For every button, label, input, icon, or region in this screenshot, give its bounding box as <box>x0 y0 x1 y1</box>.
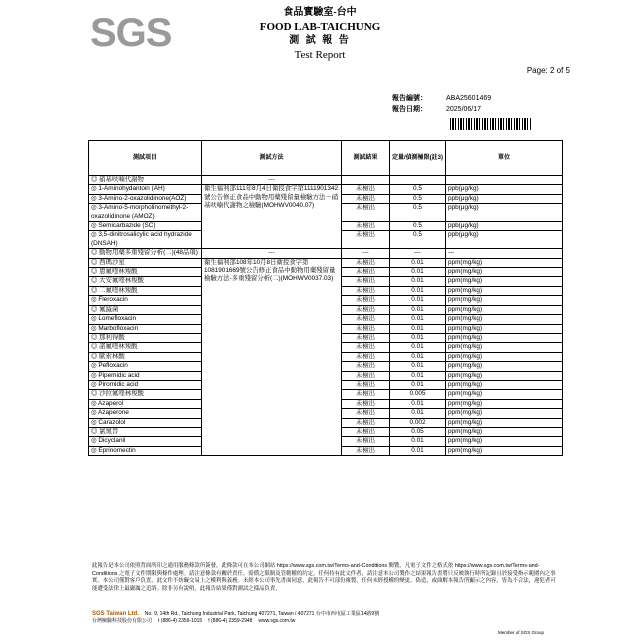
cell-limit: 0.01 <box>390 380 446 389</box>
cell-item: ◎ 氟滅菌 <box>89 305 202 314</box>
cell-item: ◎ 歐索林酸 <box>89 352 202 361</box>
cell-result: 未檢出 <box>342 399 390 408</box>
cell-limit: 0.5 <box>390 185 446 194</box>
cell-limit: 0.01 <box>390 315 446 324</box>
table-row <box>89 176 563 185</box>
company-fax: f (886-4) 2359-2948 <box>208 618 253 624</box>
cell-result: 未檢出 <box>342 427 390 436</box>
cell-result: 未檢出 <box>342 185 390 194</box>
cell-result <box>342 176 390 185</box>
cell-result: 未檢出 <box>342 305 390 314</box>
col-header-unit: 單位 <box>446 141 563 176</box>
cell-item: ◎ Carazolol <box>89 418 202 427</box>
cell-limit: 0.01 <box>390 324 446 333</box>
cell-result: 未檢出 <box>342 296 390 305</box>
cell-method: 衛生福利部111年8月4日衛授食字第1111901342號公告修正食品中動物用藥殘留量檢驗方法－硝基呋喃代謝物之檢驗(MOHWV0040.07) <box>202 185 342 249</box>
company-address: No. 9, 14th Rd., Taichung Industrial Park, Taichung 407271, Taiwan / 407271 台中市西屯區工業區14路9號 <box>144 611 380 617</box>
cell-limit: 0.01 <box>390 286 446 295</box>
cell-result: 未檢出 <box>342 352 390 361</box>
results-table <box>88 140 563 456</box>
col-header-limit: 定量/偵測極限(註3) <box>390 141 446 176</box>
cell-limit: 0.01 <box>390 305 446 314</box>
cell-item: ◎ 大安氟喹林羧酸 <box>89 277 202 286</box>
cell-limit: 0.01 <box>390 446 446 455</box>
cell-unit: ppb(μg/kg) <box>446 194 563 203</box>
cell-result: 未檢出 <box>342 380 390 389</box>
cell-result: --- <box>342 249 390 258</box>
cell-unit: ppm(mg/kg) <box>446 399 563 408</box>
cell-result: 未檢出 <box>342 258 390 267</box>
cell-result: 未檢出 <box>342 390 390 399</box>
cell-unit: ppm(mg/kg) <box>446 437 563 446</box>
cell-unit: ppm(mg/kg) <box>446 296 563 305</box>
cell-unit <box>446 176 563 185</box>
cell-item: ◎ Piromidic acid <box>89 380 202 389</box>
cell-limit: 0.01 <box>390 268 446 277</box>
cell-item: ◎ 硝基呋喃代謝物 <box>89 176 202 185</box>
cell-item: ◎ 諾氟喹林羧酸 <box>89 343 202 352</box>
cell-result: 未檢出 <box>342 286 390 295</box>
cell-method: --- <box>202 176 342 185</box>
cell-item: ◎ 1-Aminohydantoin (AH) <box>89 185 202 194</box>
cell-result: 未檢出 <box>342 204 390 222</box>
cell-limit: 0.5 <box>390 204 446 222</box>
cell-result: 未檢出 <box>342 371 390 380</box>
cell-item: ◎ 氯氮晉 <box>89 427 202 436</box>
cell-unit: ppb(μg/kg) <box>446 185 563 194</box>
cell-unit: ppm(mg/kg) <box>446 418 563 427</box>
cell-result: 未檢出 <box>342 362 390 371</box>
cell-unit: ppm(mg/kg) <box>446 390 563 399</box>
cell-item: ◎ 那利得酸 <box>89 333 202 342</box>
cell-unit: ppm(mg/kg) <box>446 324 563 333</box>
cell-unit: --- <box>446 249 563 258</box>
disclaimer: 此報告是本公司依照背面所印之通用服務條款所簽發，此條款可在本公司網站 https://www.sgs.com.tw/Terms-and-Conditions 閱覽，凡電子文件之格式依 https://www.sgs.com.tw/Terms-and-Conditions 之電子文件期限與條件處理。請注意條款有關於責任、賠償之限制及管轄權的約定。任何持有此文件者，請注意本公司製作之結果報告書將只反映執行時所記錄且於接受指示範圍內之事實。本公司僅對客戶負責，此文件不妨礙交易上之權利與義務。未經本公司事先書面同意，此報告不可部份複製。任何未經授權的變更、偽造、或曲解本報告所顯示之內容，皆為不合法，違犯者可能遭受法律上最嚴厲之追訴。除非另有說明，此報告結果僅對測試之樣品負責。 <box>92 563 556 592</box>
report-date: 2025/06/17 <box>446 106 482 113</box>
cell-item: ◎ Pefloxacin <box>89 362 202 371</box>
table-header-row <box>89 141 563 176</box>
company-tel: t (886-4) 2359-1015 <box>158 618 203 624</box>
cell-item: ◎ Azaperol <box>89 399 202 408</box>
cell-result: 未檢出 <box>342 446 390 455</box>
cell-item: ◎ 二氟喹林羧酸 <box>89 286 202 295</box>
company-name-cn: 台灣檢驗科技股份有限公司 <box>92 618 153 624</box>
cell-unit: ppm(mg/kg) <box>446 343 563 352</box>
lab-name-en: FOOD LAB-TAICHUNG <box>259 21 381 33</box>
cell-item: ◎ Lomefloxacin <box>89 315 202 324</box>
cell-item: ◎ 恩氟喹林羧酸 <box>89 268 202 277</box>
cell-limit: 0.5 <box>390 222 446 231</box>
col-header-method: 測試方法 <box>202 141 342 176</box>
cell-unit: ppm(mg/kg) <box>446 277 563 286</box>
cell-result: 未檢出 <box>342 231 390 249</box>
cell-item: ◎ Marbofloxacin <box>89 324 202 333</box>
cell-unit: ppm(mg/kg) <box>446 258 563 267</box>
cell-method: 衛生福利部108年10月8日衛授食字第1081901669號公告修正食品中動物用藥殘留量檢驗方法-多重殘留分析(二)(MOHWV0037.03) <box>202 258 342 456</box>
cell-limit: 0.01 <box>390 343 446 352</box>
report-date-label: 報告日期： <box>392 106 427 113</box>
cell-unit: ppb(μg/kg) <box>446 222 563 231</box>
col-header-item: 測試項目 <box>89 141 202 176</box>
cell-limit: 0.05 <box>390 427 446 436</box>
table-row <box>89 185 563 194</box>
cell-limit: --- <box>390 249 446 258</box>
cell-result: 未檢出 <box>342 343 390 352</box>
cell-limit: 0.5 <box>390 194 446 203</box>
cell-result: 未檢出 <box>342 268 390 277</box>
cell-limit: 0.01 <box>390 333 446 342</box>
cell-result: 未檢出 <box>342 315 390 324</box>
cell-method: --- <box>202 249 342 258</box>
cell-result: 未檢出 <box>342 194 390 203</box>
cell-item: ◎ 西瑪沙星 <box>89 258 202 267</box>
cell-item: ◎ Eprinomectin <box>89 446 202 455</box>
cell-result: 未檢出 <box>342 418 390 427</box>
cell-limit: 0.002 <box>390 418 446 427</box>
report-title-en: Test Report <box>294 49 346 61</box>
report-header <box>210 6 430 62</box>
svg-text:SGS: SGS <box>90 11 172 50</box>
company-name-en: SGS Taiwan Ltd. <box>92 611 139 617</box>
cell-result: 未檢出 <box>342 277 390 286</box>
cell-limit <box>390 176 446 185</box>
cell-unit: ppm(mg/kg) <box>446 446 563 455</box>
cell-unit: ppm(mg/kg) <box>446 286 563 295</box>
cell-limit: 0.01 <box>390 362 446 371</box>
table-row <box>89 249 563 258</box>
cell-unit: ppm(mg/kg) <box>446 371 563 380</box>
cell-limit: 0.01 <box>390 399 446 408</box>
table-row <box>89 258 563 267</box>
cell-item: ◎ Pipemidic acid <box>89 371 202 380</box>
cell-unit: ppm(mg/kg) <box>446 380 563 389</box>
barcode <box>450 118 532 130</box>
cell-unit: ppm(mg/kg) <box>446 409 563 418</box>
cell-unit: ppm(mg/kg) <box>446 333 563 342</box>
report-no: ABA25601469 <box>446 95 492 102</box>
cell-item: ◎ 3-Amino-2-oxazolidinone(AOZ) <box>89 194 202 203</box>
cell-unit: ppm(mg/kg) <box>446 268 563 277</box>
cell-item: ◎ 3-Amino-5-morpholinomethyl-2-oxazolidinone (AMOZ) <box>89 204 202 222</box>
cell-item: ◎ 3,5-dinitrosalicylic acid hydrazide (DNSAH) <box>89 231 202 249</box>
page-number: Page: 2 of 5 <box>526 66 570 75</box>
company-footer <box>92 611 558 625</box>
cell-limit: 0.01 <box>390 352 446 361</box>
cell-unit: ppb(μg/kg) <box>446 231 563 249</box>
company-web[interactable]: www.sgs.com.tw <box>258 618 296 624</box>
report-no-label: 報告編號： <box>392 95 427 102</box>
cell-limit: 0.01 <box>390 409 446 418</box>
cell-unit: ppm(mg/kg) <box>446 315 563 324</box>
report-meta <box>392 93 491 115</box>
cell-item: ◎ Fleroxacin <box>89 296 202 305</box>
cell-limit: 0.005 <box>390 390 446 399</box>
cell-unit: ppm(mg/kg) <box>446 362 563 371</box>
sgs-logo <box>88 10 178 50</box>
cell-result: 未檢出 <box>342 222 390 231</box>
cell-limit: 0.01 <box>390 277 446 286</box>
cell-item: ◎ Semicarbazide (SC) <box>89 222 202 231</box>
cell-item: ◎ 動物用藥多重殘留分析(二)(48品項) <box>89 249 202 258</box>
cell-result: 未檢出 <box>342 437 390 446</box>
cell-unit: ppb(μg/kg) <box>446 204 563 222</box>
cell-item: ◎ Dicyclanil <box>89 437 202 446</box>
cell-limit: 0.5 <box>390 231 446 249</box>
member-of-group: Member of SGS Group <box>497 630 544 635</box>
cell-limit: 0.01 <box>390 437 446 446</box>
col-header-result: 測試結果 <box>342 141 390 176</box>
cell-limit: 0.01 <box>390 258 446 267</box>
cell-result: 未檢出 <box>342 409 390 418</box>
cell-result: 未檢出 <box>342 324 390 333</box>
cell-limit: 0.01 <box>390 371 446 380</box>
cell-item: ◎ Azaperone <box>89 409 202 418</box>
lab-name-cn: 食品實驗室-台中 <box>283 7 357 18</box>
cell-unit: ppm(mg/kg) <box>446 427 563 436</box>
cell-unit: ppm(mg/kg) <box>446 305 563 314</box>
cell-item: ◎ 沙拉氟喹林羧酸 <box>89 390 202 399</box>
cell-result: 未檢出 <box>342 333 390 342</box>
report-title-cn: 測 試 報 告 <box>289 35 351 46</box>
cell-unit: ppm(mg/kg) <box>446 352 563 361</box>
cell-limit: 0.01 <box>390 296 446 305</box>
